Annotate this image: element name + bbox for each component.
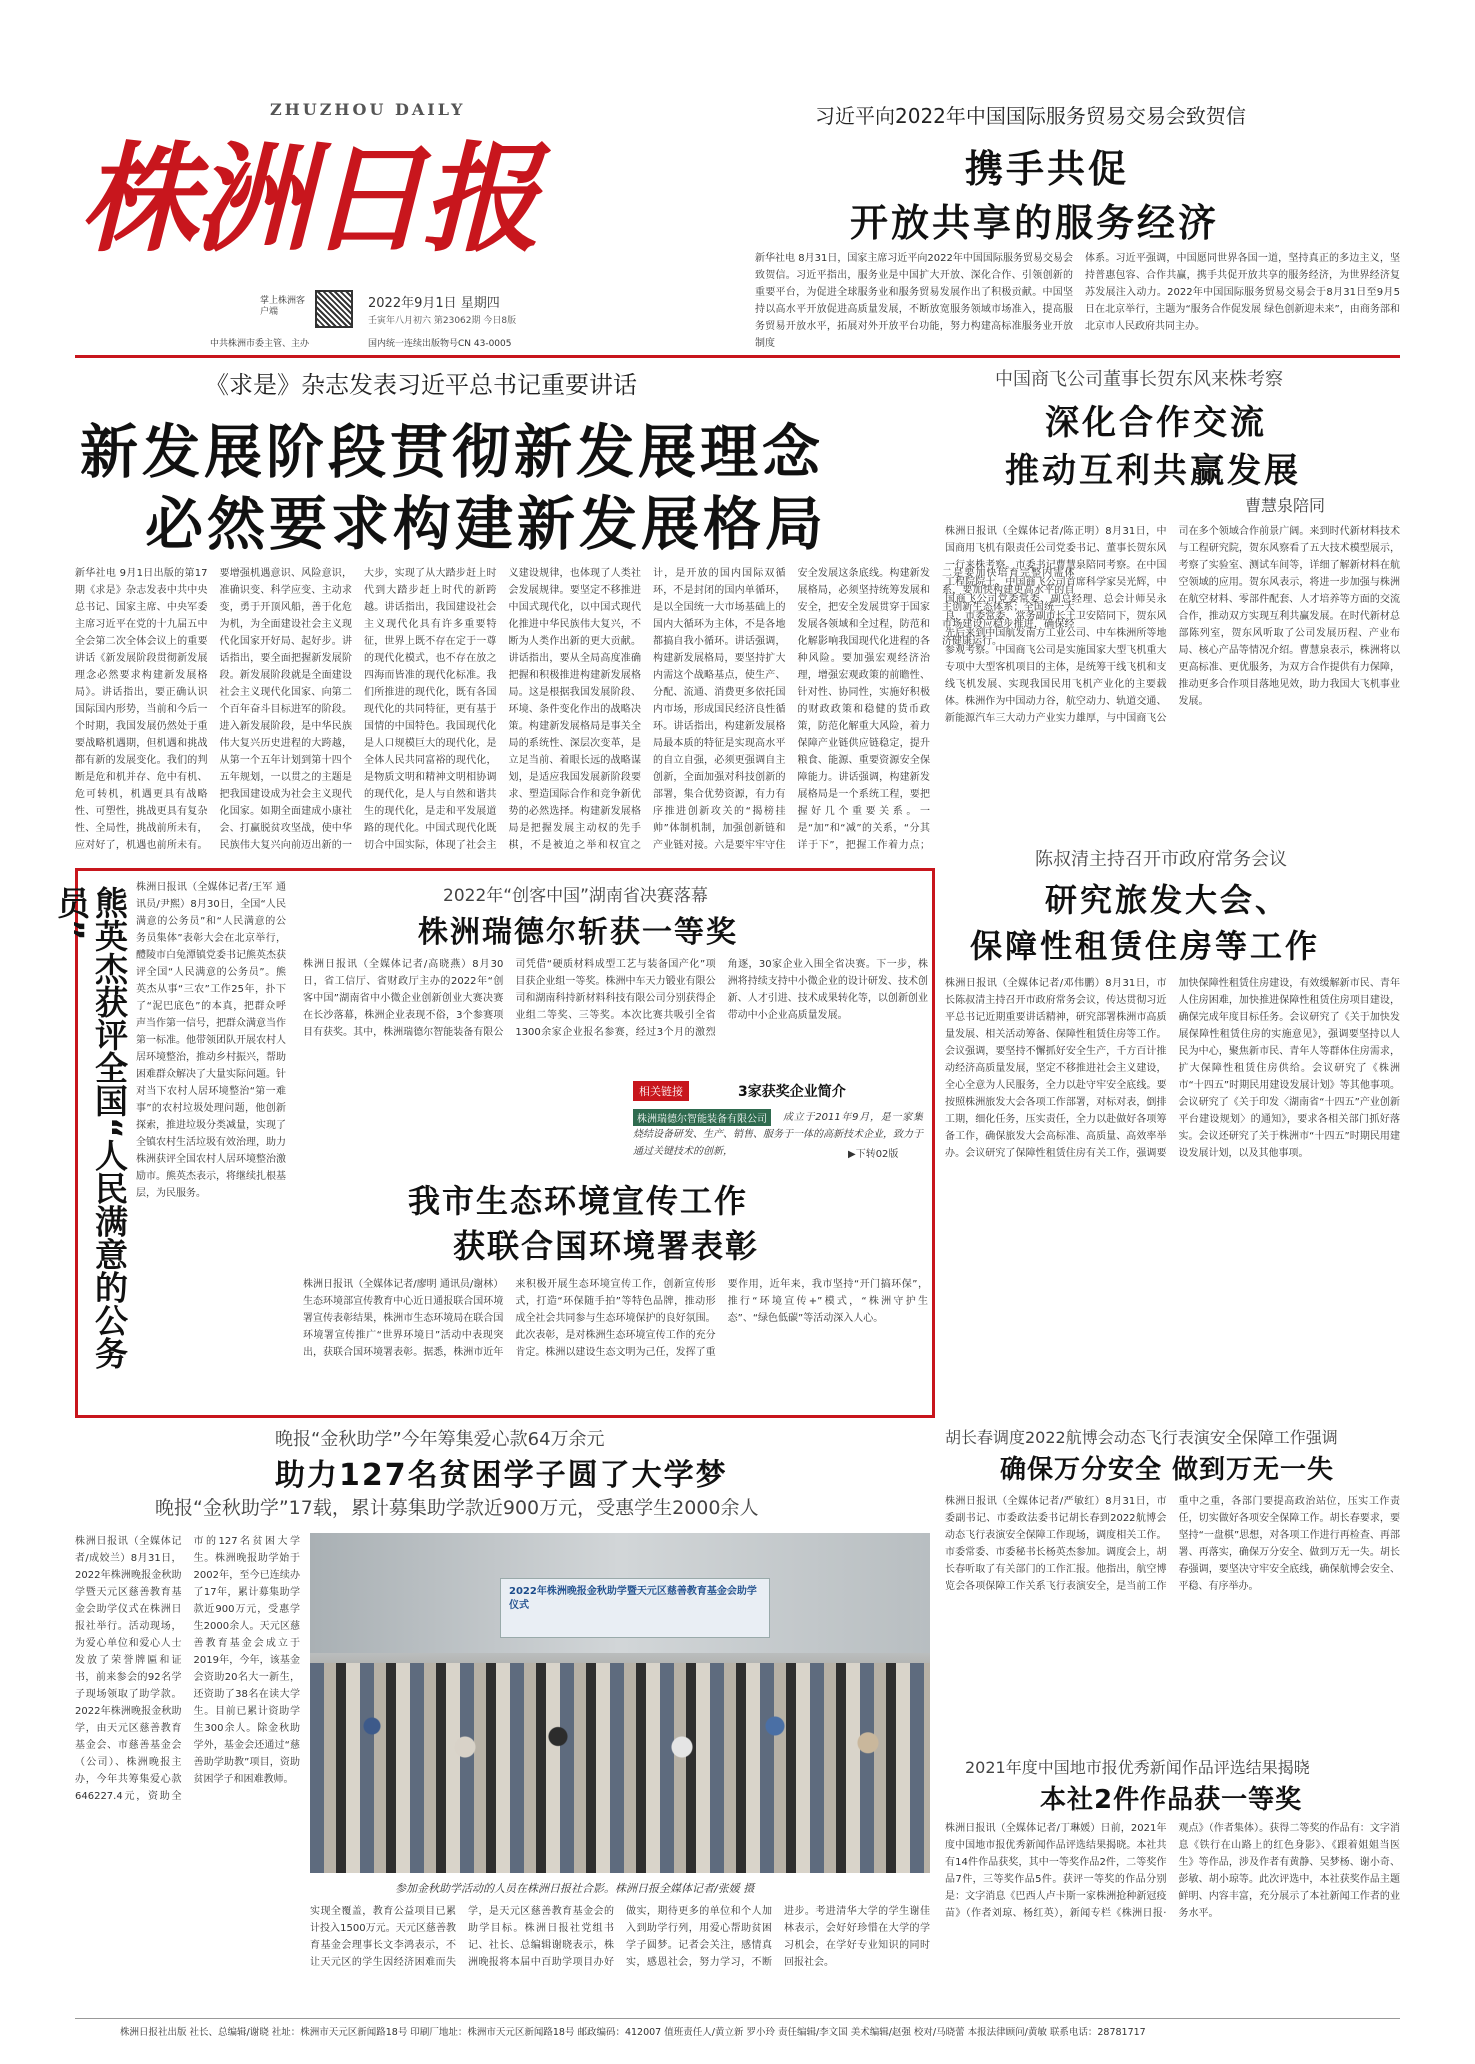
charity-photo [310,1533,930,1873]
masthead-logo: 株洲日报 [80,129,537,268]
sub2-title-line1: 我市生态环境宣传工作 [408,1182,749,1220]
lead-story-title-line1: 新发展阶段贯彻新发展理念 [80,418,825,486]
publisher: 中共株洲市委主管、主办 [210,339,310,349]
boxed-vertical-body: 株洲日报讯（全媒体记者/王军 通讯员/尹熙）8月30日，全国“人民满意的公务员”和“人民满意的公务员集体”表彰大会在北京举行，醴陵市白兔潭镇党委书记熊英杰获评全国“人民满意的公务员”。熊英杰从事“三农”工作25年，扑下了“泥巴底色”的本真，把群众呼声当作第一信号，把群众满意当作第一标准。他带领团队开展农村人居环境整治，推动乡村振兴，帮助困难群众解决了大量实际问题。针对当下农村人居环境整治“第一难事”的农村垃圾处理问题，他创新探索，推进垃圾分类减量，实现了全镇农村生活垃圾有效治理，助力株洲获评全国农村人居环境整治激励市。熊英杰表示，将继续扎根基层，为民服务。 [136,882,286,1199]
charity-story [75,1425,935,2010]
top-story-col2: 体系。习近平强调，中国愿同世界各国一道，坚持真正的多边主义，坚持普惠包容、合作共赢，携手共促开放共享的服务经济，为世界经济复苏发展注入动力。2022年中国国际服务贸易交易会于8月31日至9月5日在北京举行，主题为“服务合作促发展 绿色创新迎未来”，由商务部和北京市人民政府共同主办。 [1085,253,1400,332]
award-story [945,1755,1400,2010]
charity-subtitle: 晚报“金秋助学”17载，累计募集助学款近900万元，受惠学生2000余人 [155,1497,759,1519]
footer: 株洲日报社出版 社长、总编辑/谢晓 社址：株洲市天元区新闻路18号 印刷厂地址：株洲市天元区新闻路18号 邮政编码：412007 值班责任人/黄立新 罗小玲 责任编辑/李文国 美术编辑/赵强 校对/马晓蕾 本报法律顾问/黄敏 联系电话：28781717 [120,2027,1146,2038]
flight-story [945,1425,1400,1750]
masthead-divider [75,355,1400,358]
top-story [755,100,1400,350]
side2-body: 株洲日报讯（全媒体记者/邓伟鹏）8月31日，市长陈叔清主持召开市政府常务会议，传达贯彻习近平总书记近期重要讲话精神，研究部署株洲市高质量发展、相关活动筹备、保障性租赁住房等工作。会议强调，要坚持不懈抓好安全生产，千方百计推动经济高质量发展，坚定不移推进社会主义建设，全心全意为人民服务，全力以赴守牢安全底线。要按照株洲旅发大会各项工作部署，对标对表，倒排工期，细化任务，压实责任，全力以赴做好各项筹备工作，确保旅发大会高标准、高质量、高效率举办。会议研究了保障性租赁住房有关工作，强调要加快保障性租赁住房建设，有效缓解新市民、青年人住房困难，加快推进保障性租赁住房项目建设，确保完成年度目标任务。会议研究了《关于加快发展保障性租赁住房的实施意见》，强调要坚持以人民为中心，聚焦新市民、青年人等群体住房需求，扩大保障性租赁住房供给。会议研究了《株洲市“十四五”时期民用建设发展计划》等其他事项。会议研究了《关于印发〈湖南省“十四五”产业创新平台建设规划〉的通知》，要求各相关部门抓好落实。会议还研究了关于株洲市“十四五”时期民用建设发展计划，以及其他事项。 [945,978,1400,1159]
lead-story [75,365,1075,865]
award-kicker: 2021年度中国地市报优秀新闻作品评选结果揭晓 [965,1758,1310,1777]
lead-story-kicker: 《求是》杂志发表习近平总书记重要讲话 [205,371,637,399]
related-body: 成立于2011年9月，是一家集烧结设备研发、生产、销售、服务于一体的高新技术企业，致力于通过关键技术的创新， [633,1112,923,1157]
top-story-col1: 新华社电 8月31日，国家主席习近平向2022年中国国际服务贸易交易会致贺信。习近平指出，服务业是中国扩大开放、深化合作、引领创新的重要平台，为促进全球服务业和服务贸易发展作出了积极贡献。中国坚持以高水平开放促进高质量发展，不断放宽服务领域市场准入，提高服务贸易开放水平，拓展对外开放平台功能，努力构建高标准服务业开放制度 [755,253,1073,349]
related-tag: 相关链接 [633,1081,689,1101]
sub2-title-line2: 获联合国环境署表彰 [453,1227,760,1265]
charity-body-2: 实现全覆盖，教育公益项目已累计投入1500万元。天元区慈善教育基金会理事长文李鸿表示，不让天元区的学生因经济困难而失学，是天元区慈善教育基金会的助学目标。株洲日报社党组书记、社长、总编辑谢晓表示，株洲晚报将本届中百助学项目办好做实，期待更多的单位和个人加入到助学行列，用爱心帮助贫困学子圆梦。记者会关注，感情真实，感恩社会，努力学习，不断进步。考进清华大学的学生谢佳林表示，会好好珍惜在大学的学习机会，在学好专业知识的同时回报社会。 [310,1906,930,1968]
side-story-1 [945,365,1400,835]
side1-kicker: 中国商飞公司董事长贺东风来株考察 [995,369,1283,390]
flight-title: 确保万分安全 做到万无一失 [1000,1455,1335,1485]
issue-date: 2022年9月1日 星期四 [368,296,500,311]
lead-story-body: 新华社电 9月1日出版的第17期《求是》杂志发表中共中央总书记、国家主席、中央军委主席习近平在党的十九届五中全会第二次全体会议上的重要讲话《新发展阶段贯彻新发展理念必然要求构建新发展格局》。讲话指出，要正确认识国际国内形势，当前和今后一个时期，我国发展仍然处于重要战略机遇期，但机遇和挑战都有新的发展变化。我们的判断是危和机并存、危中有机、危可转机，机遇更具有战略性、可塑性，挑战更具有复杂性、全局性，挑战前所未有，应对好了，机遇也前所未有。要增强机遇意识、风险意识，准确识变、科学应变、主动求变，勇于开顶风船，善于化危为机，为全面建设社会主义现代化国家开好局、起好步。讲话指出，要全面把握新发展阶段。新发展阶段就是全面建设社会主义现代化国家、向第二个百年奋斗目标进军的阶段。进入新发展阶段，是中华民族伟大复兴历史进程的大跨越，从第一个五年计划到第十四个五年规划，一以贯之的主题是把我国建设成为社会主义现代化国家。如期全面建成小康社会、打赢脱贫攻坚战，使中华民族伟大复兴向前迈出新的一大步，实现了从大踏步赶上时代到大踏步赶上时代的新跨越。讲话指出，我国建设社会主义现代化具有许多重要特征，世界上既不存在定于一尊的现代化模式，也不存在放之四海而皆准的现代化标准。我们所推进的现代化，既有各国现代化的共同特征，更有基于国情的中国特色。我国现代化是人口规模巨大的现代化，是全体人民共同富裕的现代化，是物质文明和精神文明相协调的现代化，是人与自然和谐共生的现代化，是走和平发展道路的现代化。中国式现代化既切合中国实际，体现了社会主义建设规律，也体现了人类社会发展规律。要坚定不移推进中国式现代化，以中国式现代化推进中华民族伟大复兴，不断为人类作出新的更大贡献。讲话指出，要从全局高度准确把握和积极推进构建新发展格局。这是根据我国发展阶段、环境、条件变化作出的战略决策。构建新发展格局是事关全局的系统性、深层次变革，是立足当前、着眼长远的战略谋划，是适应我国发展新阶段要求、塑造国际合作和竞争新优势的必然选择。构建新发展格局是把握发展主动权的先手棋，不是被迫之举和权宜之计，是开放的国内国际双循环，不是封闭的国内单循环，是以全国统一大市场基础上的国内大循环为主体，不是各地都搞自我小循环。讲话强调，构建新发展格局，要坚持扩大内需这个战略基点，使生产、分配、流通、消费更多依托国内市场，形成国民经济良性循环。讲话指出，构建新发展格局最本质的特征是实现高水平的自立自强，必须更强调自主创新，全面加强对科技创新的部署，集合优势资源，有力有序推进创新攻关的“揭榜挂帅”体制机制，加强创新链和产业链对接。六是要牢牢守住安全发展这条底线。构建新发展格局，必须坚持统筹发展和安全，把安全发展贯穿于国家发展各领域和全过程，防范和化解影响我国现代化进程的各种风险。要加强宏观经济治理，增强宏观政策的前瞻性、针对性、协同性，实施好积极的财政政策和稳健的货币政策，防范化解重大风险，着力保障产业链供应链稳定，提升粮食、能源、重要资源安全保障能力。讲话强调，构建新发展格局是一个系统工程，要把握好几个重要关系。一是“加”和“减”的关系，“分其详于下”，把握工作着力点；二是要加快培育完整内需体系，要加快构建更高水平的自主创新生态体系；全国统一大市场建设应稳步推进，确保经济健康运行。 [75,568,1075,851]
related-company: 株洲瑞德尔智能装备有限公司 [633,1109,771,1126]
photo-banner-text: 2022年株洲晚报金秋助学暨天元区慈善教育基金会助学仪式 [509,1586,757,1611]
side2-kicker: 陈叔清主持召开市政府常务会议 [1035,849,1287,870]
top-story-kicker: 习近平向2022年中国国际服务贸易交易会致贺信 [815,104,1246,128]
side1-body: 株洲日报讯（全媒体记者/陈正明）8月31日，中国商用飞机有限责任公司党委书记、董事长贺东风一行来株考察。市委书记曹慧泉陪同考察。在中国工程院院士、中国商飞公司首席科学家吴光辉，中国商飞公司党委常委、副总经理、总会计师吴永良，市委常委、常务副市长王卫安陪同下，贺东风先后来到中国航发南方工业公司、中车株洲所等地参观考察。中国商飞公司是实施国家大型飞机重大专项中大型客机项目的主体，是统筹干线飞机和支线飞机发展、实现我国民用飞机产业化的主要载体。株洲作为中国动力谷，航空动力、轨道交通、新能源汽车三大动力产业实力雄厚，与中国商飞公司在多个领域合作前景广阔。来到时代新材料技术与工程研究院，贺东风察看了五大技术模型展示，考察了实验室、测试车间等，详细了解新材料在航空领域的应用。贺东风表示，将进一步加强与株洲在航空材料、零部件配套、人才培养等方面的交流合作，推动双方实现互利共赢发展。在时代新材总部陈列室，贺东风听取了公司发展历程、产业布局、核心产品等情况介绍。曹慧泉表示，株洲将以更高标准、更优服务，为双方合作提供有力保障，推动更多合作项目落地见效，助力我国大飞机事业发展。 [945,526,1400,724]
qr-code-icon[interactable] [315,290,353,328]
masthead-english-name: ZHUZHOU DAILY [270,100,466,119]
sub2-body: 株洲日报讯（全媒体记者/廖明 通讯员/谢林）生态环境部宣传教育中心近日通报联合国环境署宣传表彰结果，株洲市生态环境局在联合国环境署宣传推广“世界环境日”活动中表现突出，获联合国环境署表彰。据悉，株洲市近年来积极开展生态环境宣传工作，创新宣传形式，打造“环保随手拍”等特色品牌，推动形成全社会共同参与生态环境保护的良好氛围。此次表彰，是对株洲生态环境宣传工作的充分肯定。株洲以建设生态文明为己任，发挥了重要作用，近年来，我市坚持“开门搞环保”，推行“环境宣传+”模式，“株洲守护生态”、“绿色低碳”等活动深入人心。 [303,1279,928,1358]
flight-kicker: 胡长春调度2022航博会动态飞行表演安全保障工作强调 [945,1428,1338,1447]
boxed-vertical-title: 熊英杰获评全国“人民满意的公务员” [52,886,129,1370]
photo-crowd [310,1663,930,1873]
award-title: 本社2件作品获一等奖 [1040,1785,1303,1815]
side-story-2 [945,845,1400,1415]
side2-title-line2: 保障性租赁住房等工作 [970,927,1321,965]
side1-title-line2: 推动互利共赢发展 [1005,451,1301,491]
top-story-title-line1: 携手共促 [965,147,1130,191]
lead-story-title-line2: 必然要求构建新发展格局 [145,490,828,558]
related-title: 3家获奖企业简介 [738,1084,846,1100]
side1-title-line1: 深化合作交流 [1045,403,1267,443]
sub1-body: 株洲日报讯（全媒体记者/高晓燕）8月30日，省工信厅、省财政厅主办的2022年“创客中国”湖南省中小微企业创新创业大赛决赛在长沙落幕，株洲企业表现不俗，3个参赛项目有获奖。其中，株洲瑞德尔智能装备有限公司凭借“硬质材料成型工艺与装备国产化”项目获企业组一等奖。株洲中车天力锻业有限公司和湖南科持新材料科技有限公司分别获得企业组二等奖、三等奖。本次比赛共吸引全省1300余家企业报名参赛，经过3个月的激烈角逐，30家企业入围全省决赛。下一步，株洲将持续支持中小微企业的设计研发、技术创新、人才引进、技术成果转化等，以创新创业带动中小企业高质量发展。 [303,959,928,1038]
boxed-section [52,868,935,1418]
charity-body: 株洲日报讯（全媒体记者/成姣兰）8月31日，2022年株洲晚报金秋助学暨天元区慈善教育基金会助学仪式在株洲日报社举行。活动现场，为爱心单位和爱心人士发放了荣誉牌匾和证书，前来参会的92名学子现场领取了助学款。2022年株洲晚报金秋助学，由天元区慈善教育基金会、市慈善基金会（公司）、株洲晚报主办，今年共筹集爱心款646227.4元，资助全市的127名贫困大学生。株洲晚报助学始于2002年，至今已连续办了17年，累计募集助学款近900万元，受惠学生2000余人。天元区慈善教育基金会成立于2019年，今年，该基金会资助20名大一新生，还资助了38名在读大学生。目前已累计资助学生300余人。除金秋助学外，基金会还通过“慈善助学助教”项目，资助贫困学子和困难教师。 [75,1536,300,1802]
photo-banner [500,1578,770,1638]
charity-title: 助力127名贫困学子圆了大学梦 [275,1458,728,1493]
side2-title-line1: 研究旅发大会、 [1045,881,1291,919]
issue-date-sub: 壬寅年八月初六 第23062期 今日8版 [368,316,517,326]
cn-number: 国内统一连续出版物号CN 43-0005 [368,339,512,349]
related-link-box [633,1081,928,1161]
flight-body: 株洲日报讯（全媒体记者/严敏红）8月31日，市委副书记、市委政法委书记胡长春到2022航博会动态飞行表演安全保障工作现场，调度相关工作。市委常委、市委秘书长杨英杰参加。调度会上，胡长春听取了有关部门的工作汇报。他指出，航空博览会各项保障工作关系飞行表演安全，是当前工作重中之重，各部门要提高政治站位，压实工作责任，切实做好各项安全保障工作。胡长春要求，要坚持“一盘棋”思想，对各项工作进行再检查、再部署、再落实，确保万分安全、做到万无一失。胡长春强调，要坚决守牢安全底线，确保航博会安全、平稳、有序举办。 [945,1496,1400,1592]
side1-meeter: 曹慧泉陪同 [1245,496,1326,515]
award-body: 株洲日报讯（全媒体记者/丁琳媛）日前，2021年度中国地市报优秀新闻作品评选结果揭晓。本社共有14件作品获奖，其中一等奖作品2件，二等奖作品7件，三等奖作品5件。获评一等奖的作品分别是：文字消息《巴西人卢卡斯一家株洲抢种新冠疫苗》（作者刘琼、杨红英），新闻专栏《株洲日报·观点》（作者集体）。获得二等奖的作品有：文字消息《铁行在山路上的红色身影》、《跟着姐姐当医生》等作品，涉及作者有黄静、吴梦杨、谢小奇、彭敏、胡小琼等。此次评选中，本社获奖作品主题鲜明、内容丰富，充分展示了本社新闻工作者的业务水平。 [945,1823,1400,1919]
sub1-title: 株洲瑞德尔斩获一等奖 [418,915,738,950]
footer-divider [75,2018,1400,2019]
charity-photo-caption: 参加金秋助学活动的人员在株洲日报社合影。株洲日报全媒体记者/张媛 摄 [395,1882,755,1895]
sub1-kicker: 2022年“创客中国”湖南省决赛落幕 [443,886,708,906]
top-story-title-line2: 开放共享的服务经济 [850,201,1220,245]
masthead [80,100,760,350]
app-qr-label: 掌上株洲客户端 [260,296,306,317]
charity-kicker: 晚报“金秋助学”今年筹集爱心款64万余元 [275,1429,605,1450]
related-more-link[interactable]: ▶下转02版 [848,1149,899,1160]
